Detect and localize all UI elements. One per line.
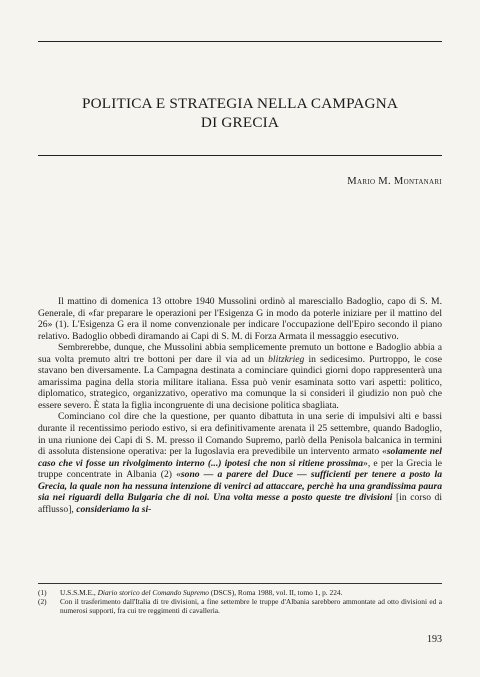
paragraph-3-text-b: », e per la Grecia le truppe concentrate in Albania (2) « (38, 457, 442, 481)
footnotes (38, 588, 442, 616)
paragraph-3-quote-b: sono — a parere del Duce — sufficienti per tenere a posto la Grecia, la quale non ha nessuna intenzione di venirci ad attaccare, perchè ha una grandissima paura sia nei riguardi della Bulgaria che di noi. Una volta messe a posto queste tre divisioni (38, 469, 442, 504)
paragraph-3-text-a: Cominciano col dire che la questione, per quanto dibattuta in una serie di impulsivi alti e bassi durante il recentissimo periodo estivo, si era definitivamente arenata il 25 settembre, quando Badoglio, in una riunione dei Capi di S. M. presso il Comando Supremo, parlò della Penisola balcanica in termini di assoluta distensione operativa: per la Iugoslavia era prevedibile un intervento armato « (38, 411, 442, 458)
title-rule (38, 155, 442, 156)
title-line-2: DI GRECIA (200, 114, 280, 131)
paragraph-1 (38, 296, 442, 342)
paragraph-3-quote-a: solamente nel caso che vi fosse un rivolgimento interno (...) ipotesi che non si ritiene prossima (38, 446, 442, 469)
paragraph-2-text-a: Sembrerebbe, dunque, che Mussolini abbia semplicemente premuto un bottone e Badoglio abbia a sua volta premuto altri tre bottoni per dare il via ad un (38, 342, 442, 365)
footnote-separator (38, 583, 442, 584)
article-title (38, 94, 442, 132)
footnote-1-number: (1) (38, 588, 47, 597)
footnote-2 (38, 597, 442, 615)
page-number: 193 (427, 634, 442, 645)
author-name: Mario M. Montanari (347, 176, 442, 187)
top-rule (38, 41, 442, 42)
footnote-1-italic: Diario storico del Comando Supremo (97, 588, 209, 597)
paragraph-3 (38, 411, 442, 515)
paragraph-1-text: Il mattino di domenica 13 ottobre 1940 Mussolini ordinò al maresciallo Badoglio, capo di S. M. Generale, di «far preparare le operazioni per l'Esigenza G in modo da poterle iniziare per il mattino del 26» (1). L'Esigenza G era il nome convenzionale per indicare l'occupazione dell'Epiro secondo il piano relativo. Badoglio obbedì diramando ai Capi di S. M. di Forza Armata il messaggio esecutivo. (38, 296, 442, 342)
article-body (38, 296, 442, 515)
footnote-1 (38, 588, 442, 597)
paragraph-2-text-b: in sedicesimo. Purtroppo, le cose stavano ben diversamente. La Campagna destinata a cominciare quindici giorni dopo rappresenterà una amarissima pagina della storia militare italiana. Essa può venir esaminata sotto vari aspetti: politico, diplomatico, strategico, organizzativo, operativo ma comunque la si consideri il giudizio non può che essere severo. È stata la figlia incongruente di una decisione politica sbagliata. (38, 353, 442, 411)
footnote-2-number: (2) (38, 597, 47, 607)
paragraph-3-quote-c: consideriamo la si- (76, 503, 152, 515)
footnote-2-pre: Con il trasferimento dall'Italia di tre divisioni, a fine settembre le truppe d'Albania sarebbero ammontate ad otto divisioni ed a numerosi supporti, fra cui tre reggimenti di cavalleria. (60, 597, 442, 616)
footnote-1-post: (DSCS), Roma 1988, vol. II, tomo 1, p. 224. (208, 588, 343, 597)
footnote-1-text (60, 588, 442, 597)
footnote-2-text (60, 597, 442, 615)
title-line-1: POLITICA E STRATEGIA NELLA CAMPAGNA (81, 95, 399, 112)
footnote-1-pre: U.S.S.M.E., (60, 588, 98, 597)
paragraph-2 (38, 342, 442, 411)
paragraph-3-text-c: [in corso di afflusso], (38, 492, 442, 515)
paragraph-2-italic: blitzkrieg (268, 353, 305, 365)
